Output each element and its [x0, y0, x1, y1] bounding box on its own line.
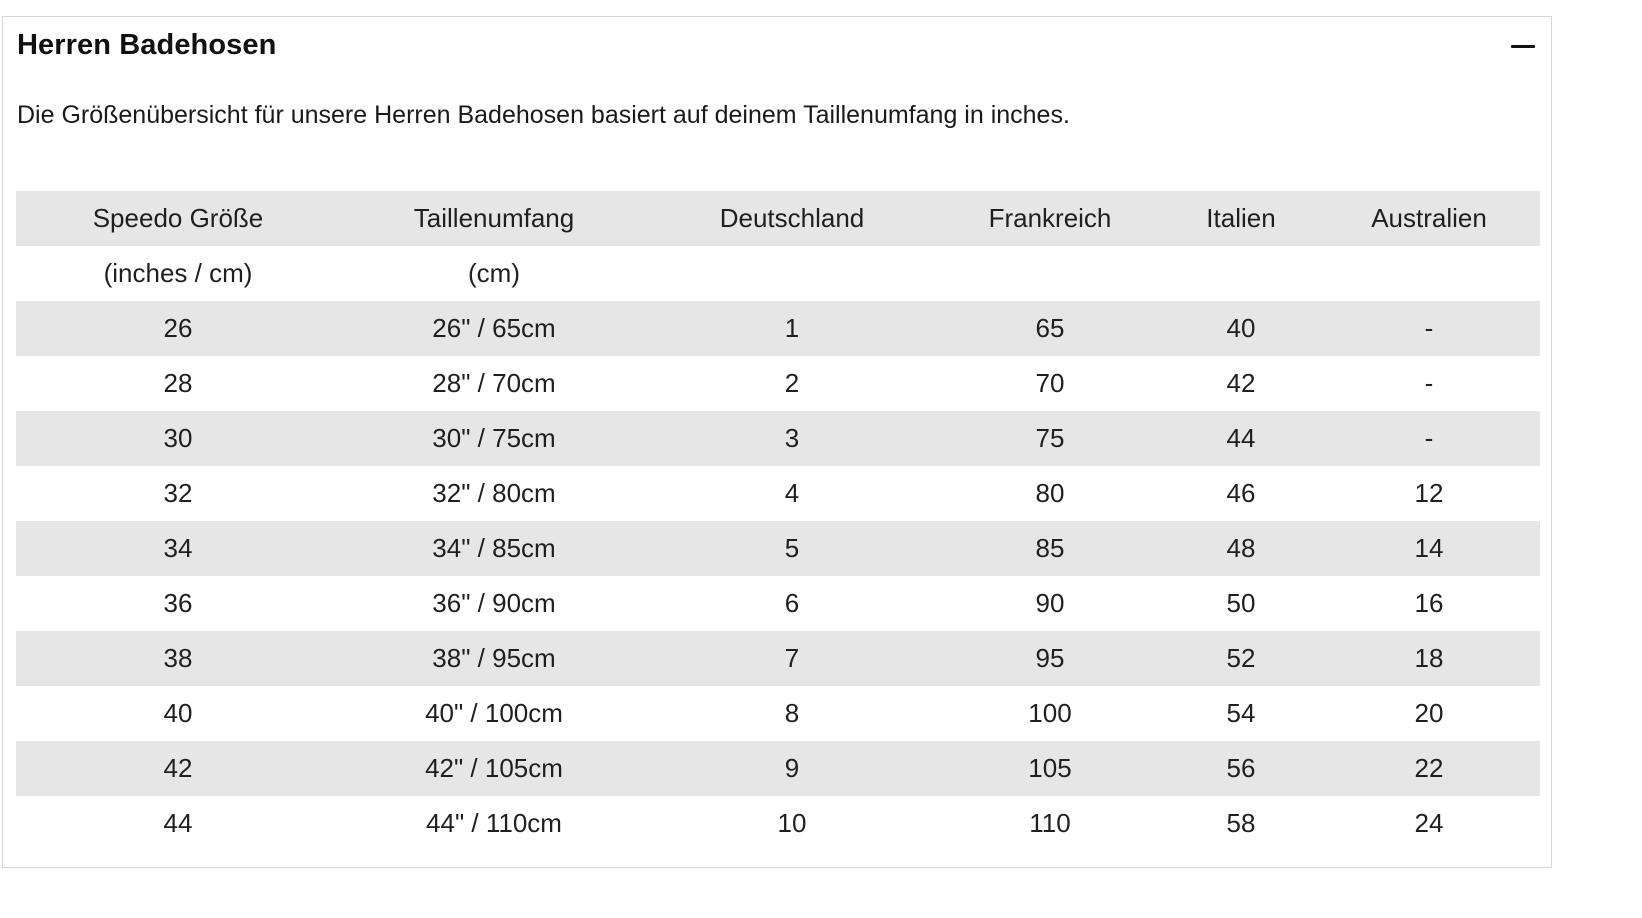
section-title: Herren Badehosen [17, 29, 277, 61]
table-cell: 36" / 90cm [340, 576, 648, 631]
table-cell: 1 [648, 301, 936, 356]
table-cell: 56 [1164, 741, 1318, 796]
column-subheader [648, 246, 936, 301]
table-cell: 7 [648, 631, 936, 686]
table-cell: 5 [648, 521, 936, 576]
table-cell: 34 [16, 521, 340, 576]
collapse-button[interactable] [1509, 33, 1537, 57]
table-cell: 16 [1318, 576, 1540, 631]
table-cell: 54 [1164, 686, 1318, 741]
table-row [16, 741, 1540, 796]
table-cell: - [1318, 301, 1540, 356]
table-cell: 12 [1318, 466, 1540, 521]
table-cell: 32" / 80cm [340, 466, 648, 521]
table-cell: 95 [936, 631, 1164, 686]
table-cell: 46 [1164, 466, 1318, 521]
table-cell: 28 [16, 356, 340, 411]
table-cell: 8 [648, 686, 936, 741]
table-cell: 58 [1164, 796, 1318, 851]
column-subheader: (cm) [340, 246, 648, 301]
column-header: Frankreich [936, 191, 1164, 246]
table-cell: 65 [936, 301, 1164, 356]
size-guide-panel [2, 16, 1552, 868]
table-cell: 30 [16, 411, 340, 466]
table-header-row [16, 191, 1540, 246]
column-subheader: (inches / cm) [16, 246, 340, 301]
table-cell: 44 [1164, 411, 1318, 466]
table-cell: 32 [16, 466, 340, 521]
table-cell: 50 [1164, 576, 1318, 631]
table-cell: 34" / 85cm [340, 521, 648, 576]
table-cell: 70 [936, 356, 1164, 411]
column-header: Speedo Größe [16, 191, 340, 246]
table-cell: 26 [16, 301, 340, 356]
table-row [16, 631, 1540, 686]
table-cell: 20 [1318, 686, 1540, 741]
size-table [16, 191, 1540, 851]
section-description: Die Größenübersicht für unsere Herren Badehosen basiert auf deinem Taillenumfang in inches. [17, 101, 1070, 129]
column-header: Taillenumfang [340, 191, 648, 246]
table-cell: 4 [648, 466, 936, 521]
table-cell: 10 [648, 796, 936, 851]
table-cell: 40" / 100cm [340, 686, 648, 741]
table-cell: - [1318, 411, 1540, 466]
table-row [16, 301, 1540, 356]
table-cell: 100 [936, 686, 1164, 741]
accordion-header[interactable] [17, 25, 1537, 65]
table-cell: 3 [648, 411, 936, 466]
table-cell: 52 [1164, 631, 1318, 686]
table-cell: - [1318, 356, 1540, 411]
table-cell: 18 [1318, 631, 1540, 686]
table-cell: 42 [16, 741, 340, 796]
table-cell: 105 [936, 741, 1164, 796]
table-cell: 75 [936, 411, 1164, 466]
table-cell: 28" / 70cm [340, 356, 648, 411]
table-cell: 38" / 95cm [340, 631, 648, 686]
table-cell: 40 [16, 686, 340, 741]
table-cell: 44 [16, 796, 340, 851]
table-cell: 14 [1318, 521, 1540, 576]
table-cell: 90 [936, 576, 1164, 631]
table-cell: 30" / 75cm [340, 411, 648, 466]
table-cell: 80 [936, 466, 1164, 521]
table-row [16, 411, 1540, 466]
column-header: Italien [1164, 191, 1318, 246]
column-subheader [1318, 246, 1540, 301]
table-row [16, 686, 1540, 741]
table-row [16, 356, 1540, 411]
table-row [16, 576, 1540, 631]
column-header: Deutschland [648, 191, 936, 246]
table-cell: 9 [648, 741, 936, 796]
table-cell: 42" / 105cm [340, 741, 648, 796]
table-cell: 38 [16, 631, 340, 686]
column-header: Australien [1318, 191, 1540, 246]
table-cell: 36 [16, 576, 340, 631]
table-cell: 85 [936, 521, 1164, 576]
minus-icon [1511, 45, 1535, 48]
table-row [16, 466, 1540, 521]
table-cell: 110 [936, 796, 1164, 851]
table-subheader-row [16, 246, 1540, 301]
table-cell: 44" / 110cm [340, 796, 648, 851]
column-subheader [936, 246, 1164, 301]
table-cell: 6 [648, 576, 936, 631]
table-cell: 40 [1164, 301, 1318, 356]
table-cell: 26" / 65cm [340, 301, 648, 356]
table-row [16, 521, 1540, 576]
table-cell: 24 [1318, 796, 1540, 851]
table-cell: 48 [1164, 521, 1318, 576]
table-cell: 2 [648, 356, 936, 411]
column-subheader [1164, 246, 1318, 301]
table-row [16, 796, 1540, 851]
table-cell: 42 [1164, 356, 1318, 411]
table-cell: 22 [1318, 741, 1540, 796]
